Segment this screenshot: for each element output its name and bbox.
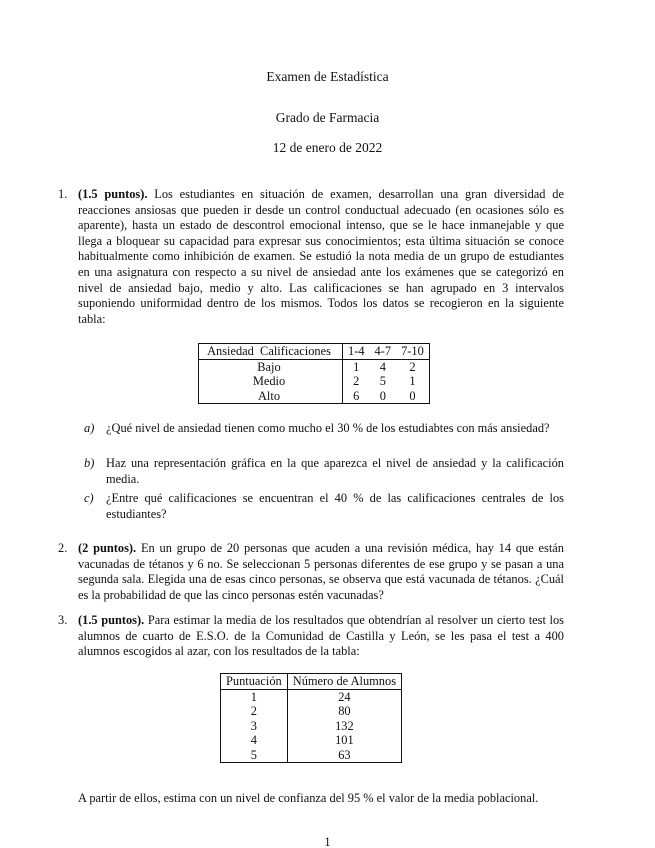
scores-table (220, 673, 402, 763)
table-cell: 24 (338, 689, 351, 704)
page-number: 1 (324, 835, 331, 848)
table-corner-header: Ansiedad Calificaciones (199, 344, 343, 360)
subquestion-a (84, 421, 564, 437)
subquestion-label: b) (84, 456, 95, 470)
table-header-row (199, 344, 430, 360)
subquestion-text: ¿Entre qué calificaciones se encuentran el 40 % de las calificaciones centrales de los estudiantes? (106, 491, 564, 521)
question-points: (2 puntos). (78, 541, 137, 555)
table-cell: 4 (379, 359, 386, 374)
table-cell: 80 (338, 704, 351, 718)
table-cell: 2 (353, 374, 360, 388)
table-row (221, 733, 402, 748)
question-text: Para estimar la media de los resultados que obtendrían al resolver un cierto test los alumnos de cuarto de E.S.O. de la Comunidad de Castilla y León, se les pasa el test a 400 alumnos escogidos al azar, con los resultados de la tabla: (78, 613, 564, 659)
table-cell: 1 (221, 689, 288, 704)
table-row (221, 689, 402, 704)
subquestion-c (84, 491, 564, 522)
table-row (199, 374, 430, 389)
exam-date: 12 de enero de 2022 (272, 140, 383, 155)
question-text: En un grupo de 20 personas que acuden a una revisión médica, hay 14 que están vacunadas de tétanos y 6 no. Se seleccionan 5 personas diferentes de ese grupo y se pasan a una segunda sala. Elegida una de esas cinco personas, se observa que está vacunada de tétanos. ¿Cuál es la probabilidad de que las cinco personas estén vacunadas? (78, 541, 564, 602)
row-label: Alto (199, 389, 343, 404)
table-cell: 3 (221, 719, 288, 734)
table-row (199, 359, 430, 374)
table-cell: 2 (221, 704, 288, 719)
subquestion-text: Haz una representación gráfica en la que aparezca el nivel de ansiedad y la calificación media. (106, 456, 564, 486)
table-row (199, 389, 430, 404)
subquestion-b (84, 456, 564, 487)
question-text: Los estudiantes en situación de examen, desarrollan una gran diversidad de reacciones ansiosas que pueden ir desde un control conductual adecuado (en ocasiones sólo es aparente), hasta un estado de descontrol emocional intenso, que se le hace inmanejable y que llega a bloquear su capacidad para expresar sus conocimientos; esta última situación se conoce habitualmente como inhibición de examen. Se estudió la nota media de un grupo de estudiantes en una asignatura con respecto a su nivel de ansiedad ante los exámenes que se categorizó en nivel de ansiedad bajo, medio y alto. Las calificaciones se han agrupado en 3 intervalos suponiendo uniformidad dentro de los mismos. Todos los datos se recogieron en la siguiente tabla: (78, 187, 564, 326)
anxiety-grades-table (198, 343, 430, 404)
table-cell: 132 (335, 718, 354, 733)
column-header: 4-7 (370, 344, 397, 360)
row-label: Medio (199, 374, 343, 389)
table-cell: 0 (409, 388, 416, 403)
subquestion-text: ¿Qué nivel de ansiedad tienen como mucho el 30 % de los estudiabtes con más ansiedad? (106, 421, 550, 435)
question-3-closing: A partir de ellos, estima con un nivel de confianza del 95 % el valor de la media poblacional. (78, 791, 539, 805)
table-row (221, 719, 402, 734)
table-row (221, 704, 402, 719)
question-number: 1. (58, 187, 68, 201)
table-row (221, 748, 402, 763)
column-header: Puntuación (221, 674, 288, 690)
table-cell: 4 (221, 733, 288, 748)
table-cell: 2 (409, 359, 416, 374)
column-header: Número de Alumnos (287, 674, 401, 690)
column-header: 1-4 (343, 344, 370, 360)
table-cell: 6 (353, 388, 360, 403)
degree-name: Grado de Farmacia (275, 110, 380, 125)
table-cell: 1 (409, 374, 416, 388)
table-cell: 101 (335, 733, 354, 747)
exam-title: Examen de Estadística (266, 69, 389, 84)
table-cell: 5 (221, 748, 288, 763)
column-header: 7-10 (396, 344, 429, 360)
question-number: 3. (58, 613, 68, 627)
row-label: Bajo (199, 359, 343, 374)
subquestion-label: a) (84, 421, 95, 435)
table-cell: 1 (353, 359, 360, 374)
subquestion-label: c) (84, 491, 94, 505)
question-points: (1.5 puntos). (78, 187, 148, 201)
table-cell: 63 (338, 747, 351, 762)
table-header-row (221, 674, 402, 690)
question-1 (58, 187, 564, 327)
question-2 (58, 541, 564, 603)
question-number: 2. (58, 541, 68, 555)
question-3 (58, 613, 564, 660)
table-cell: 5 (379, 374, 386, 388)
question-points: (1.5 puntos). (78, 613, 145, 627)
table-cell: 0 (379, 388, 386, 403)
